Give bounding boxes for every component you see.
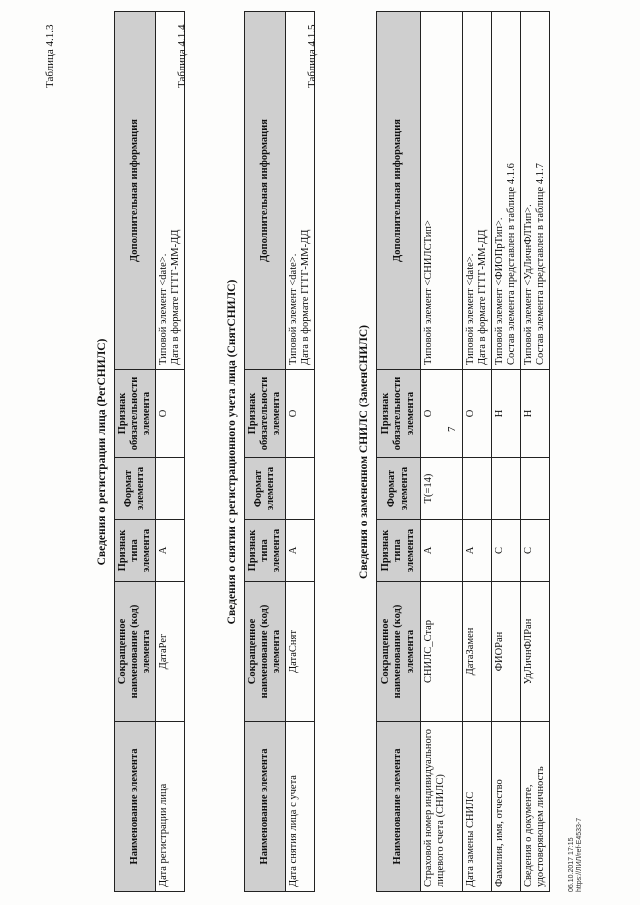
table-cell: ДатаСнят bbox=[286, 582, 315, 722]
column-header: Сокращенное наименование (код) элемента bbox=[245, 582, 286, 722]
table-cell: ДатаРег bbox=[156, 582, 185, 722]
table-cell: О bbox=[156, 370, 185, 458]
table-cell: Дата замены СНИЛС bbox=[463, 722, 492, 892]
table-cell: Фамилия, имя, отчество bbox=[492, 722, 521, 892]
table-cell bbox=[463, 458, 492, 520]
table-title-zamen: Сведения о замененном СНИЛС (ЗаменСНИЛС) bbox=[358, 325, 370, 579]
table-row bbox=[463, 12, 492, 892]
table-cell: T(=14) bbox=[421, 458, 463, 520]
column-header: Формат элемента bbox=[115, 458, 156, 520]
table-reg-snils bbox=[114, 11, 185, 892]
table-cell: ДатаЗамен bbox=[463, 582, 492, 722]
table-zamen-snils bbox=[376, 11, 550, 892]
column-header: Сокращенное наименование (код) элемента bbox=[115, 582, 156, 722]
table-cell bbox=[521, 458, 550, 520]
table-cell: Дата регистрации лица bbox=[156, 722, 185, 892]
column-header: Наименование элемента bbox=[245, 722, 286, 892]
table-row bbox=[521, 12, 550, 892]
table-label-4-1-3: Таблица 4.1.3 bbox=[44, 24, 56, 88]
column-header: Дополнительная информация bbox=[245, 12, 286, 370]
column-header: Дополнительная информация bbox=[115, 12, 156, 370]
column-header: Признак обязательности элемента bbox=[115, 370, 156, 458]
table-cell: О bbox=[463, 370, 492, 458]
table-cell: А bbox=[156, 520, 185, 582]
table-cell: А bbox=[421, 520, 463, 582]
column-header: Формат элемента bbox=[377, 458, 421, 520]
table-cell: А bbox=[463, 520, 492, 582]
column-header: Формат элемента bbox=[245, 458, 286, 520]
table-cell bbox=[492, 458, 521, 520]
table-cell: Страховой номер индивидуального лицевого счета (СНИЛС) bbox=[421, 722, 463, 892]
column-header: Сокращенное наименование (код) элемента bbox=[377, 582, 421, 722]
column-header: Дополнительная информация bbox=[377, 12, 421, 370]
table-row bbox=[492, 12, 521, 892]
table-cell: Типовой элемент <УдЛичнФЛТип>. Состав элемента представлен в таблице 4.1.7 bbox=[521, 12, 550, 370]
column-header: Признак типа элемента bbox=[115, 520, 156, 582]
table-cell: Н bbox=[492, 370, 521, 458]
table-title-reg: Сведения о регистрации лица (РегСНИЛС) bbox=[96, 338, 108, 566]
table-cell bbox=[286, 458, 315, 520]
column-header: Наименование элемента bbox=[115, 722, 156, 892]
table-cell: УдЛичнФЛРан bbox=[521, 582, 550, 722]
table-cell: С bbox=[521, 520, 550, 582]
table-cell: С bbox=[492, 520, 521, 582]
column-header: Признак типа элемента bbox=[245, 520, 286, 582]
table-cell: СНИЛС_Стар bbox=[421, 582, 463, 722]
table-cell: О bbox=[421, 370, 463, 458]
table-label-4-1-5: Таблица 4.1.5 bbox=[306, 24, 318, 88]
table-cell: Типовой элемент <СНИЛСТип> bbox=[421, 12, 463, 370]
table-cell bbox=[156, 458, 185, 520]
table-cell: ФИОРан bbox=[492, 582, 521, 722]
table-title-snyat: Сведения о снятии с регистрационного учета лица (СнятСНИЛС) bbox=[226, 279, 238, 625]
document-stamp: 06.10.2017 17:15 https://ЛИЛ/ref-E4533-7 bbox=[568, 817, 584, 892]
column-header: Признак обязательности элемента bbox=[377, 370, 421, 458]
table-cell: Сведения о документе, удостоверяющем личность bbox=[521, 722, 550, 892]
column-header: Признак обязательности элемента bbox=[245, 370, 286, 458]
table-row bbox=[286, 12, 315, 892]
column-header: Признак типа элемента bbox=[377, 520, 421, 582]
table-cell: Н bbox=[521, 370, 550, 458]
table-cell: Типовой элемент <date>. Дата в формате ГГГГ-ММ-ДД bbox=[463, 12, 492, 370]
table-cell: Дата снятия лица с учета bbox=[286, 722, 315, 892]
table-cell: Типовой элемент <date>. Дата в формате ГГГГ-ММ-ДД bbox=[156, 12, 185, 370]
page-number: 7 bbox=[446, 426, 458, 432]
table-row bbox=[156, 12, 185, 892]
table-cell: Типовой элемент <ФИОПрТип>. Состав элемента представлен в таблице 4.1.6 bbox=[492, 12, 521, 370]
table-cell: А bbox=[286, 520, 315, 582]
table-row bbox=[421, 12, 463, 892]
table-snyat-snils bbox=[244, 11, 315, 892]
column-header: Наименование элемента bbox=[377, 722, 421, 892]
rotated-content bbox=[40, 12, 600, 892]
table-cell: О bbox=[286, 370, 315, 458]
table-label-4-1-4: Таблица 4.1.4 bbox=[176, 24, 188, 88]
table-cell: Типовой элемент <date>. Дата в формате ГГГГ-ММ-ДД bbox=[286, 12, 315, 370]
